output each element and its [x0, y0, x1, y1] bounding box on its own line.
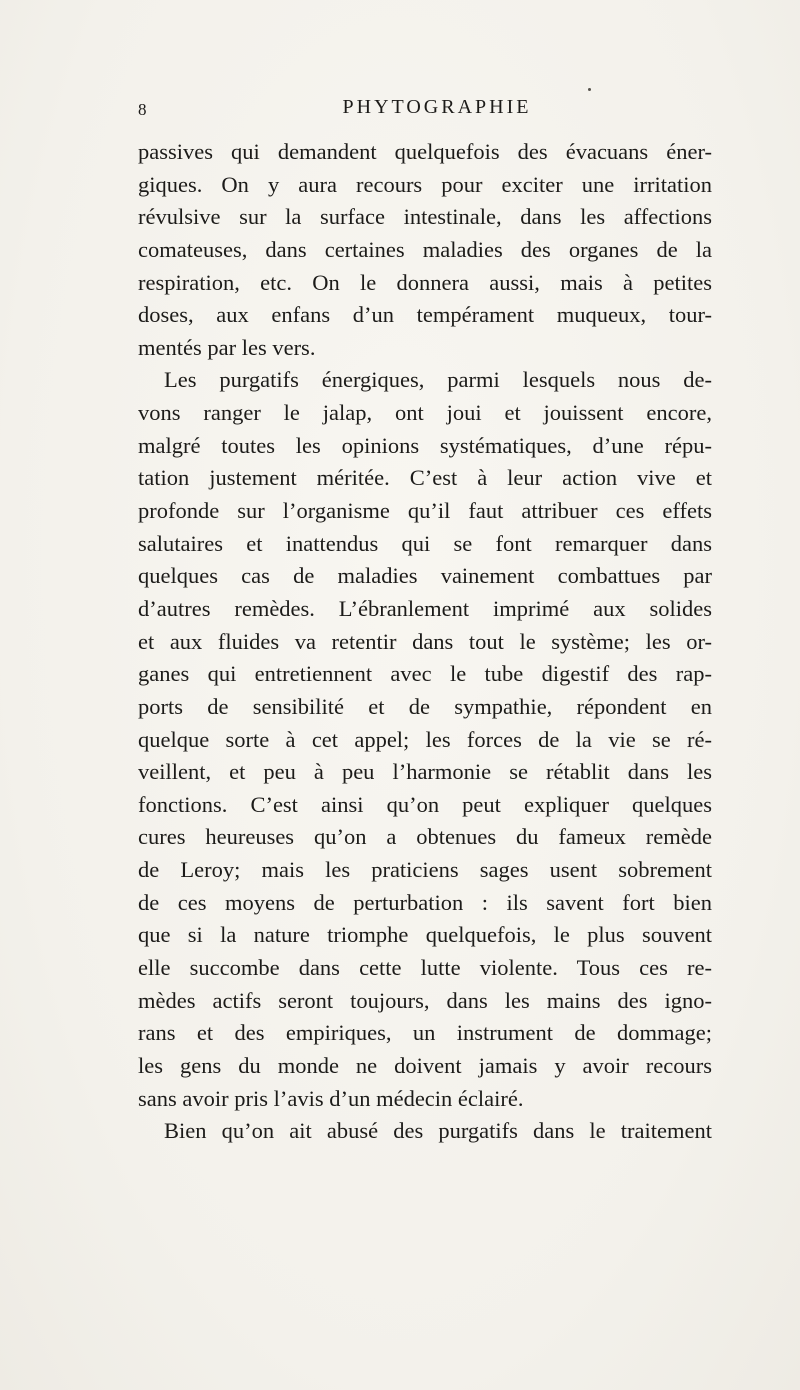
- text-line: ports de sensibilité et de sympathie, répondent en: [138, 693, 712, 719]
- text-line: passives qui demandent quelquefois des évacuans éner-: [138, 139, 712, 164]
- text-line: d’autres remèdes. L’ébranlement imprimé aux solides: [138, 595, 712, 621]
- running-head: [138, 96, 712, 126]
- text-line: de Leroy; mais les praticiens sages usent sobrement: [138, 857, 712, 883]
- text-line: fonctions. C’est ainsi qu’on peut expliquer quelques: [138, 791, 712, 817]
- text-line: quelques cas de maladies vainement combattues par: [138, 563, 712, 589]
- text-line: cures heureuses qu’on a obtenues du fameux remède: [138, 824, 712, 850]
- text-line: mèdes actifs seront toujours, dans les mains des igno-: [138, 987, 712, 1013]
- text-line: et aux fluides va retentir dans tout le système; les or-: [138, 628, 712, 654]
- text-line: doses, aux enfans d’un tempérament muqueux, tour-: [138, 302, 712, 328]
- text-line: rans et des empiriques, un instrument de dommage;: [138, 1020, 712, 1046]
- text-line: giques. On y aura recours pour exciter une irritation: [138, 171, 712, 197]
- text-line: respiration, etc. On le donnera aussi, mais à petites: [138, 269, 712, 295]
- text-line: malgré toutes les opinions systématiques, d’une répu-: [138, 432, 712, 458]
- text-line: tation justement méritée. C’est à leur action vive et: [138, 465, 712, 491]
- text-line: elle succombe dans cette lutte violente. Tous ces re-: [138, 955, 712, 981]
- text-line: salutaires et inattendus qui se font remarquer dans: [138, 530, 712, 556]
- text-line: vons ranger le jalap, ont joui et jouissent encore,: [138, 400, 712, 426]
- running-title: PHYTOGRAPHIE: [342, 96, 532, 118]
- text-line: révulsive sur la surface intestinale, dans les affections: [138, 204, 712, 230]
- page-number: 8: [138, 100, 147, 119]
- text-line: profonde sur l’organisme qu’il faut attribuer ces effets: [138, 498, 712, 524]
- text-line: ganes qui entretiennent avec le tube digestif des rap-: [138, 661, 712, 687]
- text-line: que si la nature triomphe quelquefois, le plus souvent: [138, 922, 712, 948]
- text-line: de ces moyens de perturbation : ils savent fort bien: [138, 889, 712, 915]
- text-line: mentés par les vers.: [138, 334, 316, 360]
- text-line: Bien qu’on ait abusé des purgatifs dans le traitement: [164, 1118, 712, 1144]
- text-line: les gens du monde ne doivent jamais y avoir recours: [138, 1052, 712, 1078]
- body-text: [138, 136, 712, 1148]
- text-line: veillent, et peu à peu l’harmonie se rétablit dans les: [138, 759, 712, 785]
- text-line: sans avoir pris l’avis d’un médecin éclairé.: [138, 1085, 524, 1111]
- text-line: Les purgatifs énergiques, parmi lesquels nous de-: [164, 367, 712, 393]
- text-line: quelque sorte à cet appel; les forces de la vie se ré-: [138, 726, 712, 752]
- text-line: comateuses, dans certaines maladies des organes de la: [138, 236, 712, 262]
- ink-speck: [588, 88, 591, 91]
